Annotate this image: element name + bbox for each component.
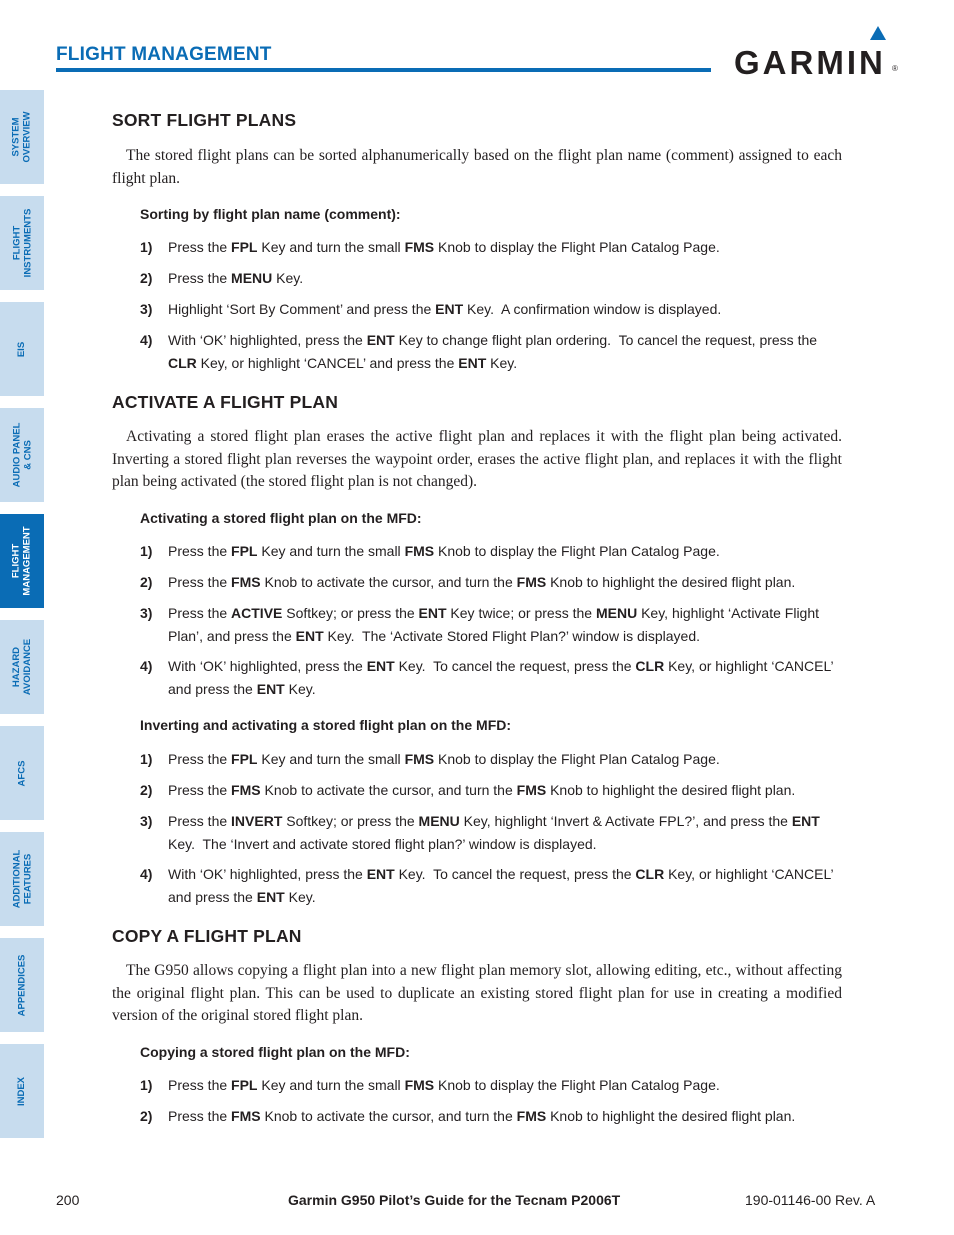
paragraph: Activating a stored flight plan erases the active flight plan and replaces it with the flight plan being activated. Inverting a stored flight plan reverses the waypoint order, erases the active flight plan, and replaces it with the flight plan being activated (the stored flight plan is not changed).	[112, 428, 842, 490]
step-text: Press the FPL Key and turn the small FMS Knob to display the Flight Plan Catalog Page.	[168, 543, 720, 559]
step-text: Highlight ‘Sort By Comment’ and press the ENT Key. A confirmation window is displayed.	[168, 301, 722, 317]
tab-label: AFCS	[16, 760, 28, 786]
footer-title: Garmin G950 Pilot’s Guide for the Tecnam P2006T	[288, 1192, 621, 1208]
tab-label: APPENDICES	[16, 954, 28, 1016]
heading-activate-flight-plan: ACTIVATE A FLIGHT PLAN	[112, 392, 339, 412]
step-text: Press the FMS Knob to activate the cursor, and turn the FMS Knob to highlight the desired flight plan.	[168, 782, 796, 798]
page-number: 200	[56, 1192, 80, 1208]
tab-audio-panel-cns[interactable]	[0, 408, 44, 502]
step-number: 2)	[140, 574, 153, 590]
tab-flight-instruments[interactable]	[0, 196, 44, 290]
step-number: 1)	[140, 239, 153, 255]
step-text: With ‘OK’ highlighted, press the ENT Key. To cancel the request, press the CLR Key, or highlight ‘CANCEL’ and press the ENT Key.	[168, 866, 834, 905]
tab-flight-management[interactable]	[0, 514, 44, 608]
document-number: 190-01146-00 Rev. A	[745, 1192, 876, 1208]
heading-sort-flight-plans: SORT FLIGHT PLANS	[112, 110, 297, 130]
procedure-step	[140, 329, 844, 374]
procedure-title: Sorting by flight plan name (comment):	[140, 206, 401, 222]
paragraph: The stored flight plans can be sorted alphanumerically based on the flight plan name (comment) assigned to each flight plan.	[112, 147, 842, 187]
procedure-step	[140, 655, 844, 700]
step-number: 3)	[140, 813, 153, 829]
heading-copy-flight-plan: COPY A FLIGHT PLAN	[112, 926, 302, 946]
tab-label: FLIGHT MANAGEMENT	[11, 526, 34, 596]
procedure-step	[140, 779, 844, 802]
step-number: 3)	[140, 301, 153, 317]
procedure-step	[140, 863, 844, 908]
procedure-title: Activating a stored flight plan on the MFD:	[140, 510, 422, 526]
tab-label: SYSTEM OVERVIEW	[11, 111, 33, 163]
garmin-logo	[734, 24, 898, 81]
step-text: With ‘OK’ highlighted, press the ENT Key to change flight plan ordering. To cancel the request, press the CLR Key, or highlight ‘CANCEL’ and press the ENT Key.	[168, 332, 818, 371]
step-text: With ‘OK’ highlighted, press the ENT Key. To cancel the request, press the CLR Key, or highlight ‘CANCEL’ and press the ENT Key.	[168, 658, 834, 697]
procedure-step	[140, 810, 844, 855]
procedure-title: Inverting and activating a stored flight plan on the MFD:	[140, 717, 512, 733]
step-number: 2)	[140, 270, 153, 286]
procedure-step	[140, 571, 844, 594]
step-number: 3)	[140, 605, 153, 621]
step-number: 4)	[140, 332, 153, 348]
logo-text: GARMIN	[734, 44, 886, 81]
tab-label: INDEX	[16, 1076, 28, 1106]
step-text: Press the FPL Key and turn the small FMS Knob to display the Flight Plan Catalog Page.	[168, 751, 720, 767]
logo-triangle-icon	[870, 26, 886, 40]
tab-appendices[interactable]	[0, 938, 44, 1032]
tab-label: FLIGHT INSTRUMENTS	[11, 208, 33, 278]
step-number: 4)	[140, 866, 153, 882]
tab-label: HAZARD AVOIDANCE	[11, 638, 33, 696]
procedure-step	[140, 298, 844, 321]
tab-additional-features[interactable]	[0, 832, 44, 926]
procedure-step	[140, 602, 844, 647]
step-text: Press the INVERT Softkey; or press the MENU Key, highlight ‘Invert & Activate FPL?’, and press the ENT Key. The ‘Invert and activate stored flight plan?’ window is displayed.	[168, 813, 820, 852]
procedure-step	[140, 540, 844, 563]
step-number: 1)	[140, 1077, 153, 1093]
step-text: Press the ACTIVE Softkey; or press the ENT Key twice; or press the MENU Key, highlight ‘Activate Flight Plan’, and press the ENT Key. The ‘Activate Stored Flight Plan?’ window is displayed.	[168, 605, 820, 644]
step-number: 1)	[140, 543, 153, 559]
tab-system-overview[interactable]	[0, 90, 44, 184]
tab-label: EIS	[16, 341, 28, 357]
procedure-step	[140, 236, 844, 259]
procedure-step	[140, 1105, 844, 1128]
step-number: 2)	[140, 782, 153, 798]
tab-index[interactable]	[0, 1044, 44, 1138]
paragraph: The G950 allows copying a flight plan into a new flight plan memory slot, allowing editing, etc., without affecting the original flight plan. This can be used to duplicate an existing stored flight plan for use in creating a modified version of the original stored flight plan.	[112, 962, 842, 1024]
step-number: 1)	[140, 751, 153, 767]
tab-label: ADDITIONAL FEATURES	[11, 849, 34, 909]
step-number: 4)	[140, 658, 153, 674]
step-text: Press the FMS Knob to activate the cursor, and turn the FMS Knob to highlight the desired flight plan.	[168, 1108, 796, 1124]
header-rule	[56, 68, 711, 72]
tab-hazard-avoidance[interactable]	[0, 620, 44, 714]
procedure-step	[140, 267, 844, 290]
tab-label: AUDIO PANEL & CNS	[11, 422, 33, 488]
step-number: 2)	[140, 1108, 153, 1124]
step-text: Press the FMS Knob to activate the cursor, and turn the FMS Knob to highlight the desired flight plan.	[168, 574, 796, 590]
procedure-title: Copying a stored flight plan on the MFD:	[140, 1044, 410, 1060]
section-title: FLIGHT MANAGEMENT	[56, 44, 272, 65]
logo-registered-mark: ®	[892, 64, 898, 73]
step-text: Press the FPL Key and turn the small FMS Knob to display the Flight Plan Catalog Page.	[168, 1077, 720, 1093]
tab-afcs[interactable]	[0, 726, 44, 820]
step-text: Press the FPL Key and turn the small FMS Knob to display the Flight Plan Catalog Page.	[168, 239, 720, 255]
procedure-step	[140, 748, 844, 771]
step-text: Press the MENU Key.	[168, 270, 304, 286]
tab-eis[interactable]	[0, 302, 44, 396]
procedure-step	[140, 1074, 844, 1097]
